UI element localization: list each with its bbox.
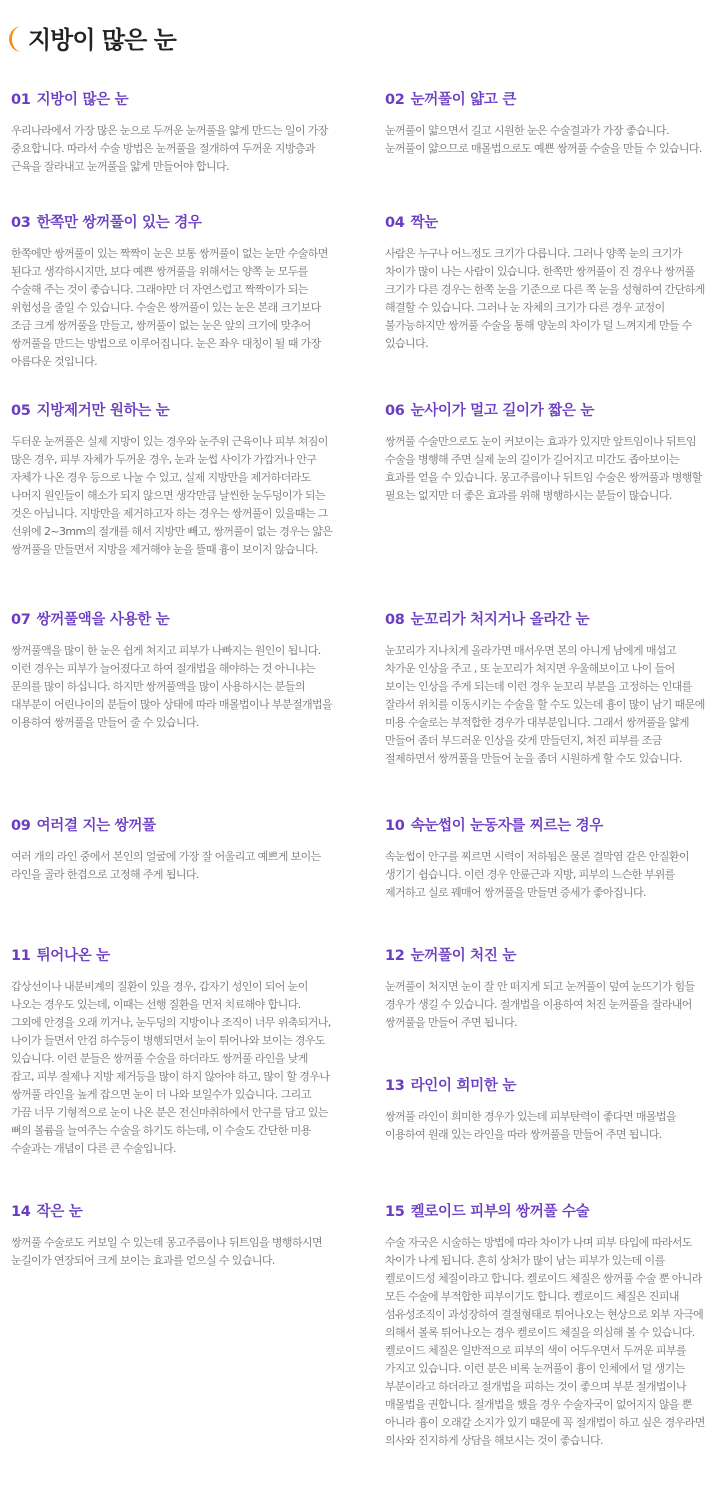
section-heading: 속눈썹이 눈동자를 찌르는 경우: [410, 818, 604, 834]
page-header: [0, 18, 714, 58]
section-body: 두터운 눈꺼풀은 실제 지방이 있는 경우와 눈주위 근육이나 피부 쳐짐이 많은 경우, 피부 자체가 두꺼운 경우, 눈과 눈썹 사이가 가깝거나 안구 자체가 나온 경우 등으로 나눌 수 있고, 실제 지방만을 제거하더라도 나머지 원인들이 해소가 되지 않으면 생각만큼 날씬한 눈두덩이가 되는 것은 아닙니다. 지방만을 제거하고자 하는 경우는 쌍꺼풀이 있을때는 그 선위에 2~3mm의 절개를 해서 지방만 빼고, 쌍꺼풀이 없는 경우는 얇은 쌍꺼풀을 만들면서 지방을 제거해야 눈을 뜰때 흉이 보이지 않습니다.: [11, 435, 333, 556]
section-10: [385, 816, 707, 902]
section-title: [11, 213, 333, 233]
section-heading: 지방이 많은 눈: [36, 92, 129, 108]
section-09: [11, 816, 333, 884]
crescent-moon-icon: [2, 25, 26, 53]
section-number: 09: [11, 818, 31, 834]
section-number: 14: [11, 1204, 31, 1220]
section-number: 15: [385, 1204, 405, 1220]
section-title: [385, 90, 707, 110]
section-14: [11, 1202, 333, 1270]
section-title: [385, 1202, 707, 1222]
section-heading: 라인이 희미한 눈: [410, 1078, 517, 1094]
section-title: [385, 1076, 707, 1096]
section-08: [385, 610, 707, 768]
section-01: [11, 90, 333, 176]
section-number: 04: [385, 215, 405, 231]
section-03: [11, 213, 333, 371]
section-07: [11, 610, 333, 732]
section-body: 갑상선이나 내분비계의 질환이 있을 경우, 갑자기 성인이 되어 눈이 나오는 경우도 있는데, 이때는 선행 질환을 먼저 치료해야 합니다. 그외에 안경을 오래 끼거나, 눈두덩의 지방이나 조직이 너무 위축되거나, 나이가 들면서 안검 하수등이 병행되면서 눈이 튀어나와 보이는 경우도 있습니다. 이런 분들은 쌍꺼풀 수술을 하더라도 쌍꺼풀 라인을 낮게 잡고, 피부 절제나 지방 제거등을 많이 하지 않아야 하고, 많이 할 경우나 쌍꺼풀 라인을 높게 잡으면 눈이 더 나와 보일수가 있습니다. 그리고 가끔 너무 기형적으로 눈이 나온 분은 전신마취하에서 안구를 담고 있는 뼈의 볼륨을 늘여주는 수술을 하기도 하는데, 이 수술도 간단한 미용 수술과는 개념이 다른 큰 수술입니다.: [11, 980, 331, 1155]
section-number: 06: [385, 403, 405, 419]
section-title: [385, 946, 707, 966]
section-body: 여러 개의 라인 중에서 본인의 얼굴에 가장 잘 어울리고 예쁘게 보이는 라인을 골라 한겹으로 고정해 주게 됩니다.: [11, 850, 321, 881]
section-heading: 튀어나온 눈: [36, 948, 110, 964]
section-number: 12: [385, 948, 405, 964]
section-11: [11, 946, 333, 1158]
section-number: 05: [11, 403, 31, 419]
section-title: [11, 816, 333, 836]
section-heading: 눈꼬리가 처지거나 올라간 눈: [410, 612, 590, 628]
section-title: [385, 816, 707, 836]
page-title: 지방이 많은 눈: [28, 26, 176, 54]
section-title: [11, 401, 333, 421]
section-heading: 여러결 지는 쌍꺼풀: [36, 818, 156, 834]
section-05: [11, 401, 333, 559]
section-body: 사람은 누구나 어느정도 크기가 다릅니다. 그러나 양쪽 눈의 크기가 차이가 많이 나는 사람이 있습니다. 한쪽만 쌍꺼풀이 진 경우나 쌍꺼풀 크기가 다른 경우는 한쪽 눈을 기준으로 다른 쪽 눈을 성형하여 간단하게 해결할 수 있습니다. 그러나 눈 자체의 크기가 다른 경우 교정이 불가능하지만 쌍꺼풀 수술을 통해 양눈의 차이가 덜 느껴지게 만들 수 있습니다.: [385, 247, 705, 350]
section-number: 11: [11, 948, 31, 964]
section-body: 우리나라에서 가장 많은 눈으로 두꺼운 눈꺼풀을 얇게 만드는 일이 가장 중요합니다. 따라서 수술 방법은 눈꺼풀을 절개하여 두꺼운 지방층과 근육을 잘라내고 눈꺼풀을 얇게 만들어야 합니다.: [11, 124, 328, 173]
section-04: [385, 213, 707, 353]
section-02: [385, 90, 707, 158]
section-heading: 눈사이가 멀고 길이가 짧은 눈: [410, 403, 595, 419]
section-06: [385, 401, 707, 505]
section-number: 07: [11, 612, 31, 628]
section-title: [11, 1202, 333, 1222]
section-heading: 쌍꺼풀액을 사용한 눈: [36, 612, 170, 628]
section-15: [385, 1202, 707, 1450]
section-heading: 작은 눈: [36, 1204, 83, 1220]
section-body: 속눈썹이 안구를 찌르면 시력이 저하됨은 물론 결막염 같은 안질환이 생기기 쉽습니다. 이런 경우 안륜근과 지방, 피부의 느슨한 부위를 제거하고 실로 꿰매어 쌍꺼풀을 만들면 증세가 좋아집니다.: [385, 850, 689, 899]
section-body: 눈꺼풀이 처지면 눈이 잘 안 떠지게 되고 눈꺼풀이 덮여 눈뜨기가 힘들 경우가 생길 수 있습니다. 절개법을 이용하여 처진 눈꺼풀을 잘라내어 쌍꺼풀을 만들어 주면 됩니다.: [385, 980, 695, 1029]
section-heading: 눈꺼풀이 얇고 큰: [410, 92, 517, 108]
section-heading: 눈꺼풀이 처진 눈: [410, 948, 517, 964]
section-number: 02: [385, 92, 405, 108]
section-body: 쌍꺼풀 라인이 희미한 경우가 있는데 피부탄력이 좋다면 매몰법을 이용하여 원래 있는 라인을 따라 쌍꺼풀을 만들어 주면 됩니다.: [385, 1110, 676, 1141]
section-body: 쌍꺼풀 수술로도 커보일 수 있는데 몽고주름이나 뒤트임을 병행하시면 눈길이가 연장되어 크게 보이는 효과를 얻으실 수 있습니다.: [11, 1236, 323, 1267]
section-heading: 짝눈: [410, 215, 439, 231]
section-12: [385, 946, 707, 1032]
section-number: 13: [385, 1078, 405, 1094]
section-heading: 한쪽만 쌍꺼풀이 있는 경우: [36, 215, 202, 231]
section-body: 눈꺼풀이 얇으면서 길고 시원한 눈은 수술결과가 가장 좋습니다. 눈꺼풀이 얇으므로 매몰법으로도 예쁜 쌍꺼풀 수술을 만들 수 있습니다.: [385, 124, 702, 155]
section-title: [11, 946, 333, 966]
section-13: [385, 1076, 707, 1144]
section-number: 08: [385, 612, 405, 628]
section-heading: 켈로이드 피부의 쌍꺼풀 수술: [410, 1204, 590, 1220]
section-heading: 지방제거만 원하는 눈: [36, 403, 170, 419]
section-body: 수술 자국은 시술하는 방법에 따라 차이가 나며 피부 타입에 따라서도 차이가 나게 됩니다. 흔히 상처가 많이 남는 피부가 있는데 이를 켈로이드성 체질이라고 합니다. 켈로이드 체질은 쌍꺼풀 수술 뿐 아니라 모든 수술에 부적합한 피부이기도 합니다. 켈로이드 체질은 진피내 섬유성조직이 과성장하여 결절형태로 튀어나오는 현상으로 외부 자극에 의해서 볼록 튀어나오는 경우 켈로이드 체질을 의심해 볼 수 있습니다. 켈로이드 체질은 일반적으로 피부의 색이 어두우면서 두꺼운 피부를 가지고 있습니다. 이런 분은 비록 눈꺼풀이 흉이 인체에서 덜 생기는 부분이라고 하더라고 절개법을 피하는 것이 좋으며 부분 절개법이나 매몰법을 권합니다. 절개법을 했을 경우 수술자국이 없어지지 않을 뿐 아니라 흉이 오래갈 소지가 있기 때문에 꼭 절개법이 하고 싶은 경우라면 의사와 진지하게 상담을 해보시는 것이 좋습니다.: [385, 1236, 705, 1447]
section-body: 한쪽에만 쌍꺼풀이 있는 짝짝이 눈은 보통 쌍꺼풀이 없는 눈만 수술하면 된다고 생각하시지만, 보다 예쁜 쌍꺼풀을 위해서는 양쪽 눈 모두를 수술해 주는 것이 좋습니다. 그래야만 더 자연스럽고 짝짝이가 되는 위험성을 줄일 수 있습니다. 수술은 쌍꺼풀이 있는 눈은 본래 크기보다 조금 크게 쌍꺼풀을 만들고, 쌍꺼풀이 없는 눈은 앞의 크기에 맞추어 쌍꺼풀을 만드는 방법으로 이루어집니다. 눈은 좌우 대칭이 될 때 가장 아름다운 것입니다.: [11, 247, 328, 368]
section-body: 눈꼬리가 지나치게 올라가면 매서우면 본의 아니게 남에게 매섭고 차가운 인상을 주고 , 또 눈꼬리가 쳐지면 우울해보이고 나이 들어 보이는 인상을 주게 되는데 이런 경우 눈꼬리 부분을 고정하는 인대를 잘라서 위치를 이동시키는 수술을 할 수도 있는데 흉이 많이 남기 때문에 미용 수술로는 부적합한 경우가 대부분입니다. 그래서 쌍꺼풀을 얇게 만들어 좀더 부드러운 인상을 갖게 만들던지, 쳐진 피부를 조금 절제하면서 쌍꺼풀을 만들어 눈을 좀더 시원하게 할 수도 있습니다.: [385, 644, 705, 765]
section-title: [11, 610, 333, 630]
section-title: [11, 90, 333, 110]
section-title: [385, 213, 707, 233]
section-title: [385, 401, 707, 421]
section-title: [385, 610, 707, 630]
section-number: 03: [11, 215, 31, 231]
section-number: 01: [11, 92, 31, 108]
section-number: 10: [385, 818, 405, 834]
section-body: 쌍꺼풀액을 많이 한 눈은 쉽게 쳐지고 피부가 나빠지는 원인이 됩니다. 이런 경우는 피부가 늘어졌다고 하여 절개법을 해야하는 것 아니냐는 문의를 많이 하십니다. 하지만 쌍꺼풀액을 많이 사용하시는 분들의 대부분이 어린나이의 분들이 많아 상태에 따라 매몰법이나 부분절개법을 이용하여 쌍꺼풀을 만들어 줄 수 있습니다.: [11, 644, 333, 729]
section-body: 쌍꺼풀 수술만으로도 눈이 커보이는 효과가 있지만 앞트임이나 뒤트임 수술을 병행해 주면 실제 눈의 길이가 길어지고 미간도 좁아보이는 효과를 얻을 수 있습니다. 몽고주름이나 뒤트임 수술은 쌍꺼풀과 병행할 필요는 없지만 더 좋은 효과를 위해 병행하시는 분들이 많습니다.: [385, 435, 702, 502]
